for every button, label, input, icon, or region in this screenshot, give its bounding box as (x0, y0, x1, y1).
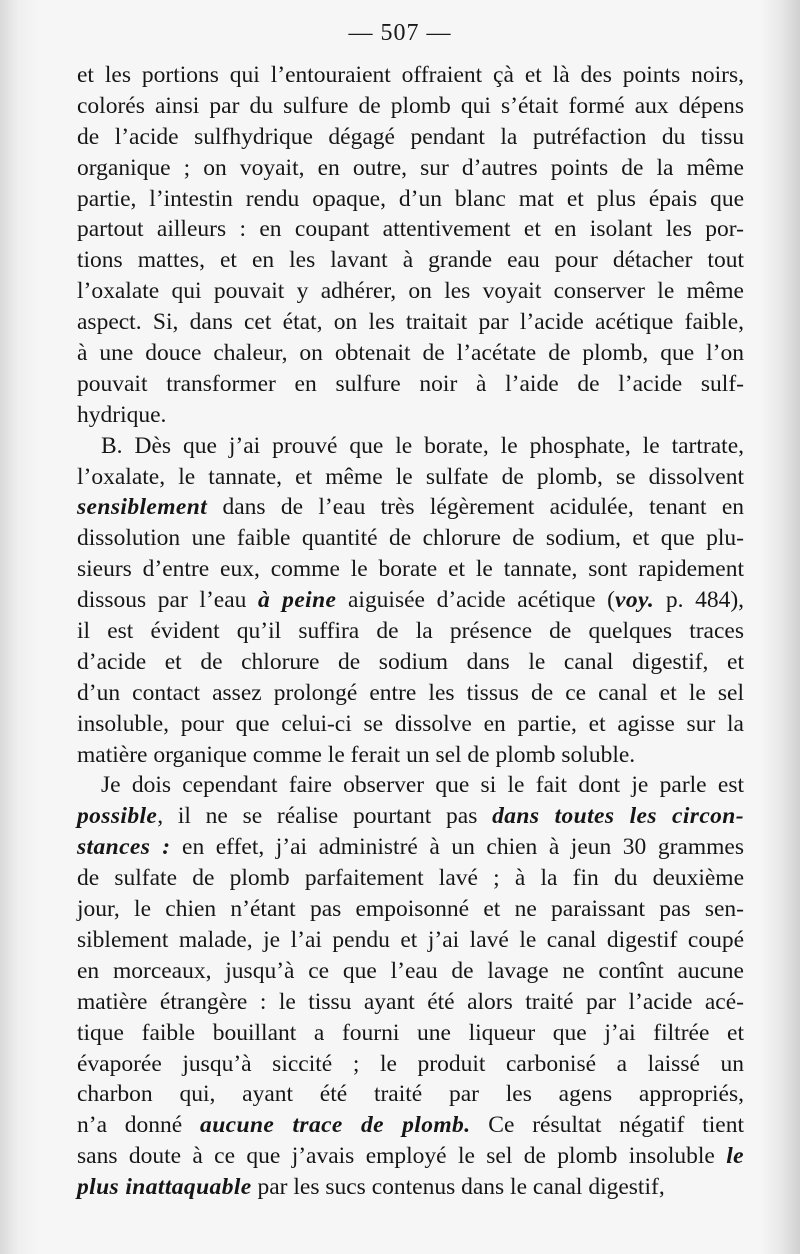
emphasized-text: dans toutes les circon- (492, 803, 744, 830)
emphasized-text: aucune trace de plomb. (200, 1112, 471, 1139)
text-segment: siblement malade, je l’ai pendu et j’ai lavé le canal digestif coupé (77, 926, 744, 953)
text-line (77, 647, 744, 678)
text-segment: insoluble, pour que celui-ci se dissolve en partie, et agisse sur la (77, 710, 744, 737)
text-line (77, 184, 744, 215)
text-segment: d’un contact assez prolongé entre les tissus de ce canal et le sel (77, 679, 744, 706)
emphasized-text: à peine (258, 587, 337, 614)
text-line (77, 987, 744, 1018)
text-line (77, 863, 744, 894)
text-line (77, 801, 744, 832)
text-segment: aiguisée d’acide acétique ( (336, 587, 615, 614)
text-line (77, 616, 744, 647)
emphasized-text: possible (77, 803, 158, 830)
text-line (77, 1110, 744, 1141)
text-segment: l’oxalate qui pouvait y adhérer, on les voyait conserver le même (77, 278, 744, 305)
text-line (77, 832, 744, 863)
text-segment: p. 484), (654, 587, 745, 614)
text-line (77, 214, 744, 245)
text-segment: sans doute à ce que j’avais employé le sel de plomb insoluble (77, 1143, 727, 1170)
text-line (77, 431, 744, 462)
text-segment: , il ne se réalise pourtant pas (157, 803, 493, 830)
text-line (77, 1141, 744, 1172)
text-line (77, 678, 744, 709)
text-segment: évaporée jusqu’à siccité ; le produit carbonisé a laissé un (77, 1050, 744, 1077)
text-line (77, 276, 744, 307)
text-segment: de l’acide sulfhydrique dégagé pendant la putréfaction du tissu (77, 123, 744, 150)
text-line (77, 60, 744, 91)
text-line (77, 400, 744, 431)
text-segment: l’oxalate, le tannate, et même le sulfate de plomb, se dissolvent (77, 463, 744, 490)
text-segment: Ce résultat négatif tient (470, 1112, 744, 1139)
text-segment: tique faible bouillant a fourni une liqueur que j’ai filtrée et (77, 1019, 744, 1046)
text-segment: d’acide et de chlorure de sodium dans le canal digestif, et (77, 648, 744, 675)
emphasized-text: voy. (615, 587, 655, 614)
text-segment: jour, le chien n’étant pas empoisonné et ne paraissant pas sen- (77, 896, 744, 923)
text-line (77, 369, 744, 400)
text-segment: de sulfate de plomb parfaitement lavé ; à la fin du deuxième (77, 865, 744, 892)
text-line (77, 585, 744, 616)
text-segment: aspect. Si, dans cet état, on les traitait par l’acide acétique faible, (77, 309, 744, 336)
page-number: — 507 — (348, 20, 452, 46)
text-line (77, 709, 744, 740)
text-segment: en effet, j’ai administré à un chien à jeun 30 grammes (170, 834, 744, 861)
text-line (77, 122, 744, 153)
text-segment: dissolution une faible quantité de chlorure de sodium, et que plu- (77, 525, 744, 552)
text-line (77, 554, 744, 585)
text-segment: colorés ainsi par du sulfure de plomb qui s’était formé aux dépens (77, 92, 744, 119)
emphasized-text: le (726, 1143, 744, 1170)
text-segment: en morceaux, jusqu’à ce que l’eau de lavage ne contînt aucune (77, 957, 744, 984)
text-line (77, 956, 744, 987)
text-line (77, 1079, 744, 1110)
text-segment: Je dois cependant faire observer que si le fait dont je parle est (101, 772, 744, 799)
text-segment: tions mattes, et en les lavant à grande eau pour détacher tout (77, 247, 744, 274)
text-segment: dissous par l’eau (77, 587, 258, 614)
text-segment: et les portions qui l’entouraient offraient çà et là des points noirs, (77, 62, 744, 88)
emphasized-text: plus inattaquable (77, 1174, 252, 1201)
text-line (77, 153, 744, 184)
text-segment: n’a donné (77, 1112, 201, 1139)
text-segment: il est évident qu’il suffira de la présence de quelques traces (77, 618, 744, 645)
text-segment: partie, l’intestin rendu opaque, d’un blanc mat et plus épais que (77, 185, 744, 212)
text-line (77, 492, 744, 523)
body-text (77, 60, 744, 1203)
text-line (77, 523, 744, 554)
text-segment: dans de l’eau très légèrement acidulée, tenant en (207, 494, 744, 521)
text-line (77, 894, 744, 925)
text-line (77, 462, 744, 493)
text-line (77, 1172, 744, 1203)
text-segment: B. Dès que j’ai prouvé que le borate, le phosphate, le tartrate, (101, 432, 744, 459)
text-line (77, 1049, 744, 1080)
text-line (77, 338, 744, 369)
text-line (77, 245, 744, 276)
text-line (77, 740, 744, 771)
text-line (77, 307, 744, 338)
text-segment: sieurs d’entre eux, comme le borate et le tannate, sont rapidement (77, 556, 744, 583)
text-segment: organique ; on voyait, en outre, sur d’autres points de la même (77, 154, 744, 181)
text-line (77, 925, 744, 956)
text-segment: matière étrangère : le tissu ayant été alors traité par l’acide acé- (77, 988, 744, 1015)
text-segment: par les sucs contenus dans le canal digestif, (251, 1174, 665, 1201)
text-segment: partout ailleurs : en coupant attentivement et en isolant les por- (77, 216, 744, 243)
text-segment: matière organique comme le ferait un sel de plomb soluble. (77, 741, 636, 768)
emphasized-text: sensiblement (77, 494, 208, 521)
text-segment: à une douce chaleur, on obtenait de l’acétate de plomb, que l’on (77, 340, 744, 367)
text-line (77, 770, 744, 801)
text-segment: pouvait transformer en sulfure noir à l’aide de l’acide sulf- (77, 370, 744, 397)
text-segment: charbon qui, ayant été traité par les agens appropriés, (77, 1081, 744, 1108)
emphasized-text: stances : (77, 834, 171, 861)
text-segment: hydrique. (77, 401, 167, 428)
text-line (77, 1018, 744, 1049)
text-line (77, 91, 744, 122)
